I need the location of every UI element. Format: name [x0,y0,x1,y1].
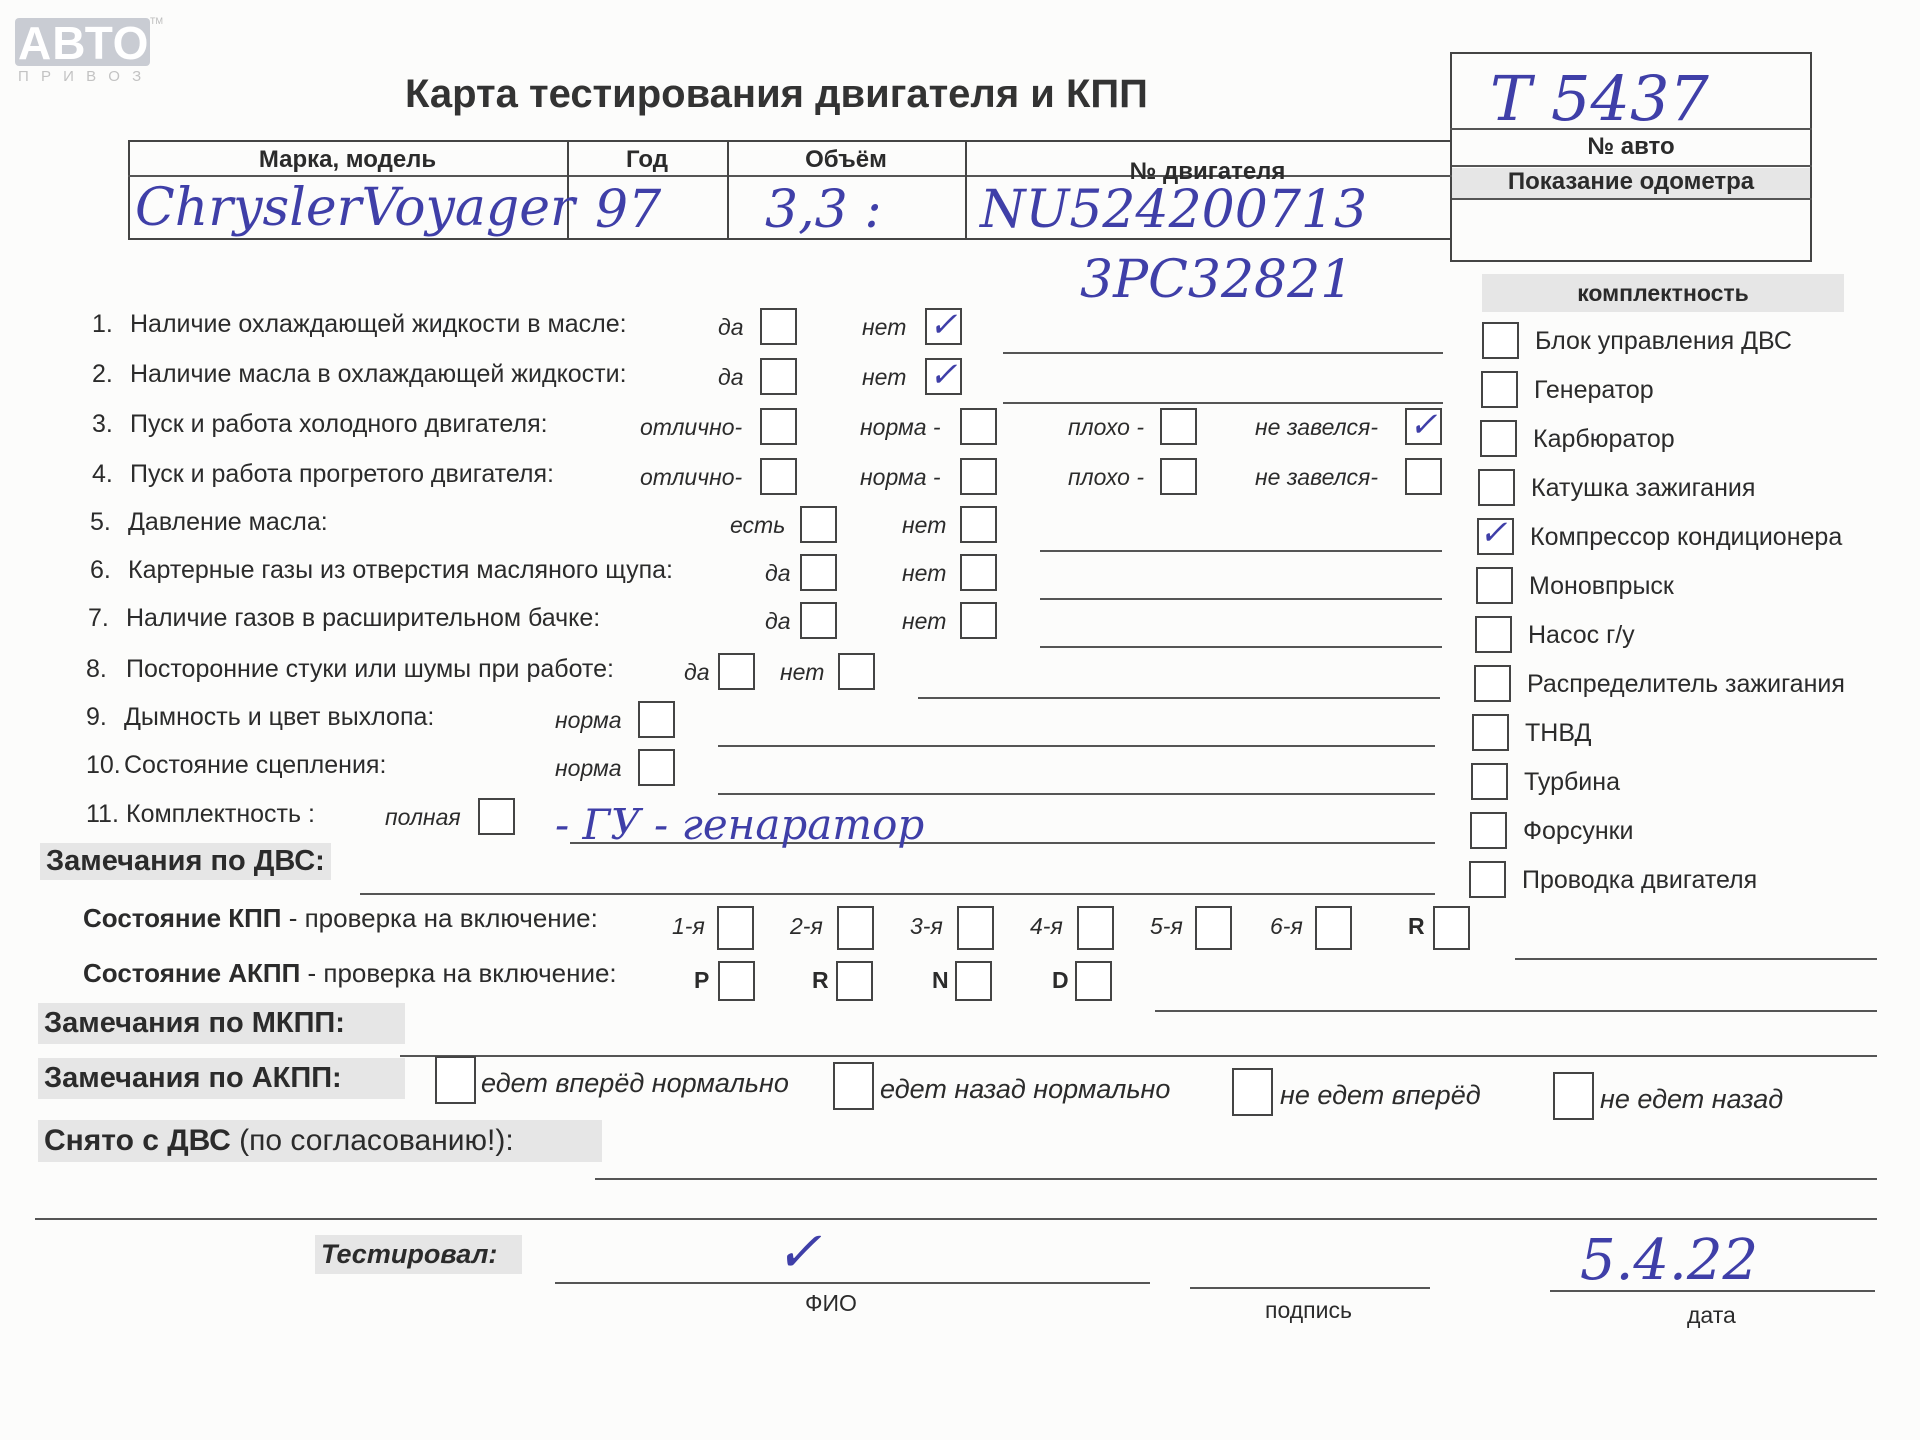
check-option-label: норма [555,755,622,781]
check-option-label: нет [780,659,825,685]
check-number: 3. [92,410,113,438]
logo-main: АВТО [18,17,150,69]
akpp-remark-label: не едет вперёд [1280,1080,1481,1110]
kpp-gear-checkbox[interactable] [957,906,994,950]
signature-mark: ✓ [775,1220,822,1285]
kpp-gear-label: 1-я [672,913,705,939]
check-number: 2. [92,360,113,388]
check-option-checkbox[interactable] [1160,408,1197,445]
check-mark-icon: ✓ [929,305,958,345]
kit-title: комплектность [1482,274,1844,312]
check-option-label: отлично- [640,414,743,440]
check-label: Наличие масла в охлаждающей жидкости: [130,360,627,388]
akpp-remark-checkbox[interactable] [435,1056,476,1104]
kit-checkbox[interactable] [1470,812,1507,849]
check-option-checkbox[interactable] [960,506,997,543]
check-number: 10. [86,751,121,779]
check-option-label: отлично- [640,464,743,490]
check-note-line [1040,646,1442,648]
kit-item-label: Распределитель зажигания [1527,670,1845,698]
kpp-gear-label: R [1408,913,1425,939]
kpp-gear-label: 5-я [1150,913,1183,939]
kit-item-label: Карбюратор [1533,425,1675,453]
akpp-gear-checkbox[interactable] [718,961,755,1001]
check-option-checkbox[interactable] [960,602,997,639]
akpp-remark-label: не едет назад [1600,1084,1784,1114]
check-note-line [1040,598,1442,600]
check-note-line [1003,352,1443,354]
check-label: Посторонние стуки или шумы при работе: [126,655,614,683]
check-option-checkbox[interactable] [718,653,755,690]
kit-checkbox[interactable] [1475,616,1512,653]
check-label: Комплектность : [126,800,315,828]
check-option-checkbox[interactable] [1405,458,1442,495]
check-number: 6. [90,556,111,584]
check-option-checkbox[interactable] [760,408,797,445]
kit-item-label: Генератор [1534,376,1654,404]
akpp-gear-checkbox[interactable] [955,961,992,1001]
check-option-label: нет [902,512,947,538]
kpp-gear-label: 2-я [790,913,823,939]
kit-checkbox[interactable] [1474,665,1511,702]
check-label: Пуск и работа прогретого двигателя: [130,460,554,488]
check-note-line [718,745,1435,747]
date-label: дата [1687,1302,1736,1328]
check-option-checkbox[interactable] [960,458,997,495]
kit-item-label: Блок управления ДВС [1535,327,1792,355]
check-option-label: норма [555,707,622,733]
sign-label: подпись [1265,1297,1352,1323]
volume-value: 3,3 : [765,180,882,240]
kit-item-label: Катушка зажигания [1531,474,1756,502]
check-option-label: плохо - [1068,464,1144,490]
logo-tm: TM [150,16,163,26]
kit-checkbox[interactable] [1478,469,1515,506]
remarks-mkpp-label: Замечания по МКПП: [38,1003,405,1044]
check-option-checkbox[interactable] [960,408,997,445]
kit-item-label: ТНВД [1525,719,1592,747]
tested-label: Тестировал: [315,1235,522,1274]
check-option-checkbox[interactable] [638,701,675,738]
kit-checkbox[interactable] [1471,763,1508,800]
akpp-gear-checkbox[interactable] [836,961,873,1001]
kit-item-label: Проводка двигателя [1522,866,1758,894]
check-option-checkbox[interactable] [800,602,837,639]
akpp-remark-checkbox[interactable] [1553,1072,1594,1120]
kit-checkbox[interactable] [1469,861,1506,898]
check-number: 5. [90,508,111,536]
kpp-gear-checkbox[interactable] [717,906,754,950]
check-option-checkbox[interactable] [838,653,875,690]
check-option-checkbox[interactable] [760,308,797,345]
kit-item-label: Моновпрыск [1529,572,1674,600]
check-mark-icon: ✓ [1409,405,1438,445]
check-option-label: плохо - [1068,414,1144,440]
check-label: Давление масла: [128,508,328,536]
check-option-label: да [684,659,710,685]
akpp-label: Состояние АКПП - проверка на включение: [83,958,617,988]
kit-item-label: Форсунки [1523,817,1634,845]
date-value: 5.4.22 [1580,1228,1759,1293]
stock-number-label: № авто [1587,133,1675,160]
removed-label: Снято с ДВС (по согласованию!): [38,1120,602,1162]
check-option-label: не завелся- [1255,414,1379,440]
check-number: 1. [92,310,113,338]
stock-number-value: Т 5437 [1490,62,1709,135]
model-value: ChryslerVoyager [135,178,575,238]
kit-item-label: Компрессор кондиционера [1530,523,1843,551]
kpp-gear-checkbox[interactable] [1433,906,1470,950]
col-model-label: Марка, модель [258,146,437,173]
check-option-label: да [718,314,744,340]
check-note-line [718,793,1435,795]
kit-checkbox[interactable] [1480,420,1517,457]
akpp-remark-checkbox[interactable] [833,1062,874,1110]
check-option-label: нет [862,364,907,390]
check-label: Наличие охлаждающей жидкости в масле: [130,310,627,338]
kit-item-label: Турбина [1524,768,1620,796]
col-year-label: Год [626,146,668,173]
col-engine-label: № двигателя [1129,158,1286,185]
check-option-label: да [765,608,791,634]
akpp-remark-label: едет вперёд нормально [481,1068,789,1098]
kit-checkbox[interactable] [1472,714,1509,751]
akpp-gear-label: R [812,967,829,993]
kpp-label: Состояние КПП - проверка на включение: [83,903,598,933]
remarks-akpp-label: Замечания по АКПП: [38,1058,405,1099]
check-mark-icon: ✓ [929,355,958,395]
check-option-checkbox[interactable] [478,798,515,835]
kit-checkbox[interactable] [1476,567,1513,604]
check-option-label: нет [862,314,907,340]
check-option-checkbox[interactable] [800,506,837,543]
check-label: Наличие газов в расширительном бачке: [126,604,601,632]
check-number: 4. [92,460,113,488]
kpp-gear-label: 3-я [910,913,943,939]
check-label: Дымность и цвет выхлопа: [124,703,435,731]
akpp-gear-checkbox[interactable] [1075,961,1112,1001]
kpp-gear-label: 4-я [1030,913,1063,939]
akpp-remark-label: едет назад нормально [880,1074,1171,1104]
check-number: 7. [88,604,109,632]
kit-checkbox[interactable] [1482,322,1519,359]
kpp-gear-checkbox[interactable] [1077,906,1114,950]
check-option-label: да [718,364,744,390]
kpp-gear-checkbox[interactable] [837,906,874,950]
check-option-checkbox[interactable] [800,554,837,591]
check-number: 8. [86,655,107,683]
check-number: 9. [86,703,107,731]
check-option-label: да [765,560,791,586]
check-option-label: нет [902,608,947,634]
check-option-checkbox[interactable] [1160,458,1197,495]
page-title: Карта тестирования двигателя и КПП [405,72,1148,116]
check-option-label: не завелся- [1255,464,1379,490]
check-option-label: есть [730,512,786,538]
year-value: 97 [595,180,662,240]
check-label: Картерные газы из отверстия масляного щупа: [128,556,673,584]
check-option-checkbox[interactable] [638,749,675,786]
check-label: Состояние сцепления: [124,751,387,779]
kit-checkbox[interactable] [1481,371,1518,408]
engine-value-2: 3PC32821 [1080,250,1354,310]
kpp-gear-checkbox[interactable] [1315,906,1352,950]
check-option-label: норма - [860,464,941,490]
remarks-engine-label: Замечания по ДВС: [40,843,331,880]
check-option-checkbox[interactable] [760,358,797,395]
check-option-checkbox[interactable] [960,554,997,591]
check-option-checkbox[interactable] [760,458,797,495]
kpp-gear-checkbox[interactable] [1195,906,1232,950]
check-option-label: нет [902,560,947,586]
kit-check-mark-icon: ✓ [1479,513,1508,553]
check-note-line [1003,402,1443,404]
kit-item-label: Насос г/у [1528,621,1635,649]
check-option-label: норма - [860,414,941,440]
engine-value: NU524200713 [980,180,1368,240]
fio-label: ФИО [805,1290,857,1316]
logo-sub: П Р И В О З [18,68,146,85]
check-option-label: полная [385,804,461,830]
completeness-note: - ГУ - генаратор [555,800,925,849]
odometer-label: Показание одометра [1452,168,1810,198]
check-note-line [1040,550,1442,552]
akpp-gear-label: P [694,967,710,993]
check-note-line [918,697,1440,699]
check-number: 11. [86,800,119,828]
check-label: Пуск и работа холодного двигателя: [130,410,548,438]
col-volume-label: Объём [805,146,887,173]
akpp-gear-label: D [1052,967,1069,993]
akpp-gear-label: N [932,967,949,993]
kpp-gear-label: 6-я [1270,913,1303,939]
akpp-remark-checkbox[interactable] [1232,1068,1273,1116]
